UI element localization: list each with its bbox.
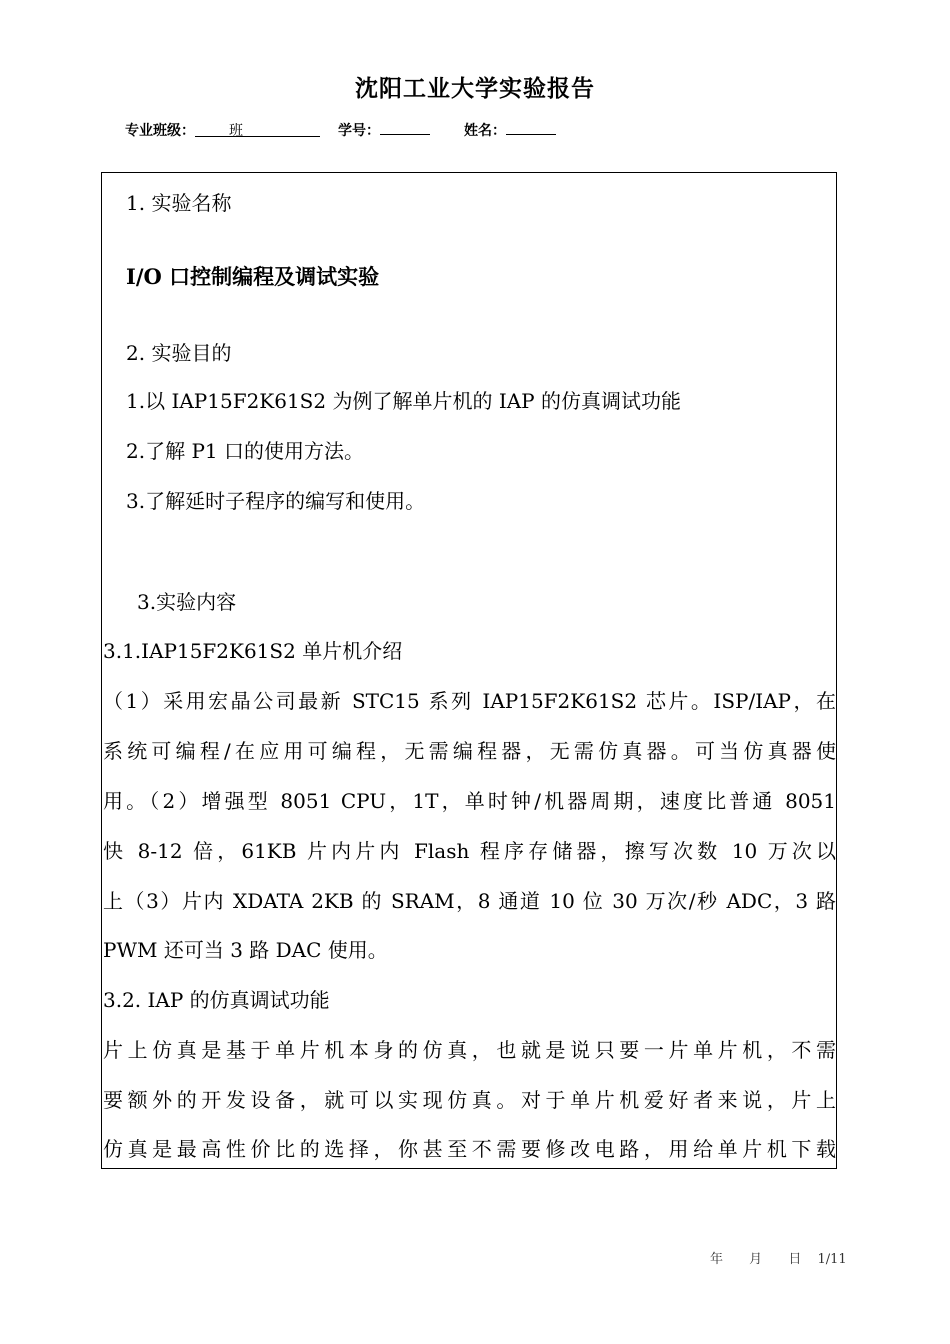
paragraph-line: 快 8-12 倍，61KB 片内片内 Flash 程序存储器，擦写次数 10 万次以 [103, 839, 836, 863]
report-title: 沈阳工业大学实验报告 [355, 75, 595, 102]
student-info-row [125, 118, 556, 140]
section-2-heading: 2. 实验目的 [126, 341, 232, 365]
paragraph-line: 要额外的开发设备，就可以实现仿真。对于单片机爱好者来说，片上 [103, 1088, 836, 1112]
paragraph-line: 片上仿真是基于单片机本身的仿真，也就是说只要一片单片机，不需 [103, 1038, 836, 1062]
class-field [195, 120, 320, 137]
paragraph-line: （1）采用宏晶公司最新 STC15 系列 IAP15F2K61S2 芯片。ISP/IAP，在 [103, 689, 836, 713]
footer-year: 年 [710, 1252, 724, 1267]
name-label: 姓名： [464, 123, 506, 139]
footer-month: 月 [749, 1252, 763, 1267]
section-1-heading: 1. 实验名称 [126, 191, 232, 215]
student-id-label: 学号： [338, 123, 380, 139]
paragraph-line: 仿真是最高性价比的选择，你甚至不需要修改电路，用给单片机下载 [103, 1137, 836, 1161]
paragraph-line: PWM 还可当 3 路 DAC 使用。 [103, 938, 388, 962]
purpose-2: 2.了解 P1 口的使用方法。 [126, 439, 364, 463]
subsection-3-2-heading: 3.2. IAP 的仿真调试功能 [103, 988, 330, 1012]
class-label: 专业班级： [125, 123, 195, 139]
experiment-name: I/O 口控制编程及调试实验 [126, 264, 380, 289]
subsection-3-1-heading: 3.1.IAP15F2K61S2 单片机介绍 [103, 639, 403, 663]
purpose-1: 1.以 IAP15F2K61S2 为例了解单片机的 IAP 的仿真调试功能 [126, 389, 681, 413]
paragraph-line: 用。（2）增强型 8051 CPU，1T，单时钟/机器周期，速度比普通 8051 [103, 789, 836, 813]
class-value: 班 [229, 123, 243, 139]
paragraph-line: 上（3）片内 XDATA 2KB 的 SRAM，8 通道 10 位 30 万次/秒 ADC，3 路 [103, 889, 836, 913]
student-id-field [380, 118, 430, 135]
purpose-3: 3.了解延时子程序的编写和使用。 [126, 489, 426, 513]
paragraph-line: 系统可编程/在应用可编程，无需编程器，无需仿真器。可当仿真器使 [103, 739, 836, 763]
page-number: 1/11 [817, 1252, 847, 1267]
section-3-heading: 3.实验内容 [137, 590, 237, 614]
page-footer [710, 1248, 859, 1267]
footer-day: 日 [788, 1252, 802, 1267]
report-frame [101, 172, 837, 1169]
name-field [506, 118, 556, 135]
